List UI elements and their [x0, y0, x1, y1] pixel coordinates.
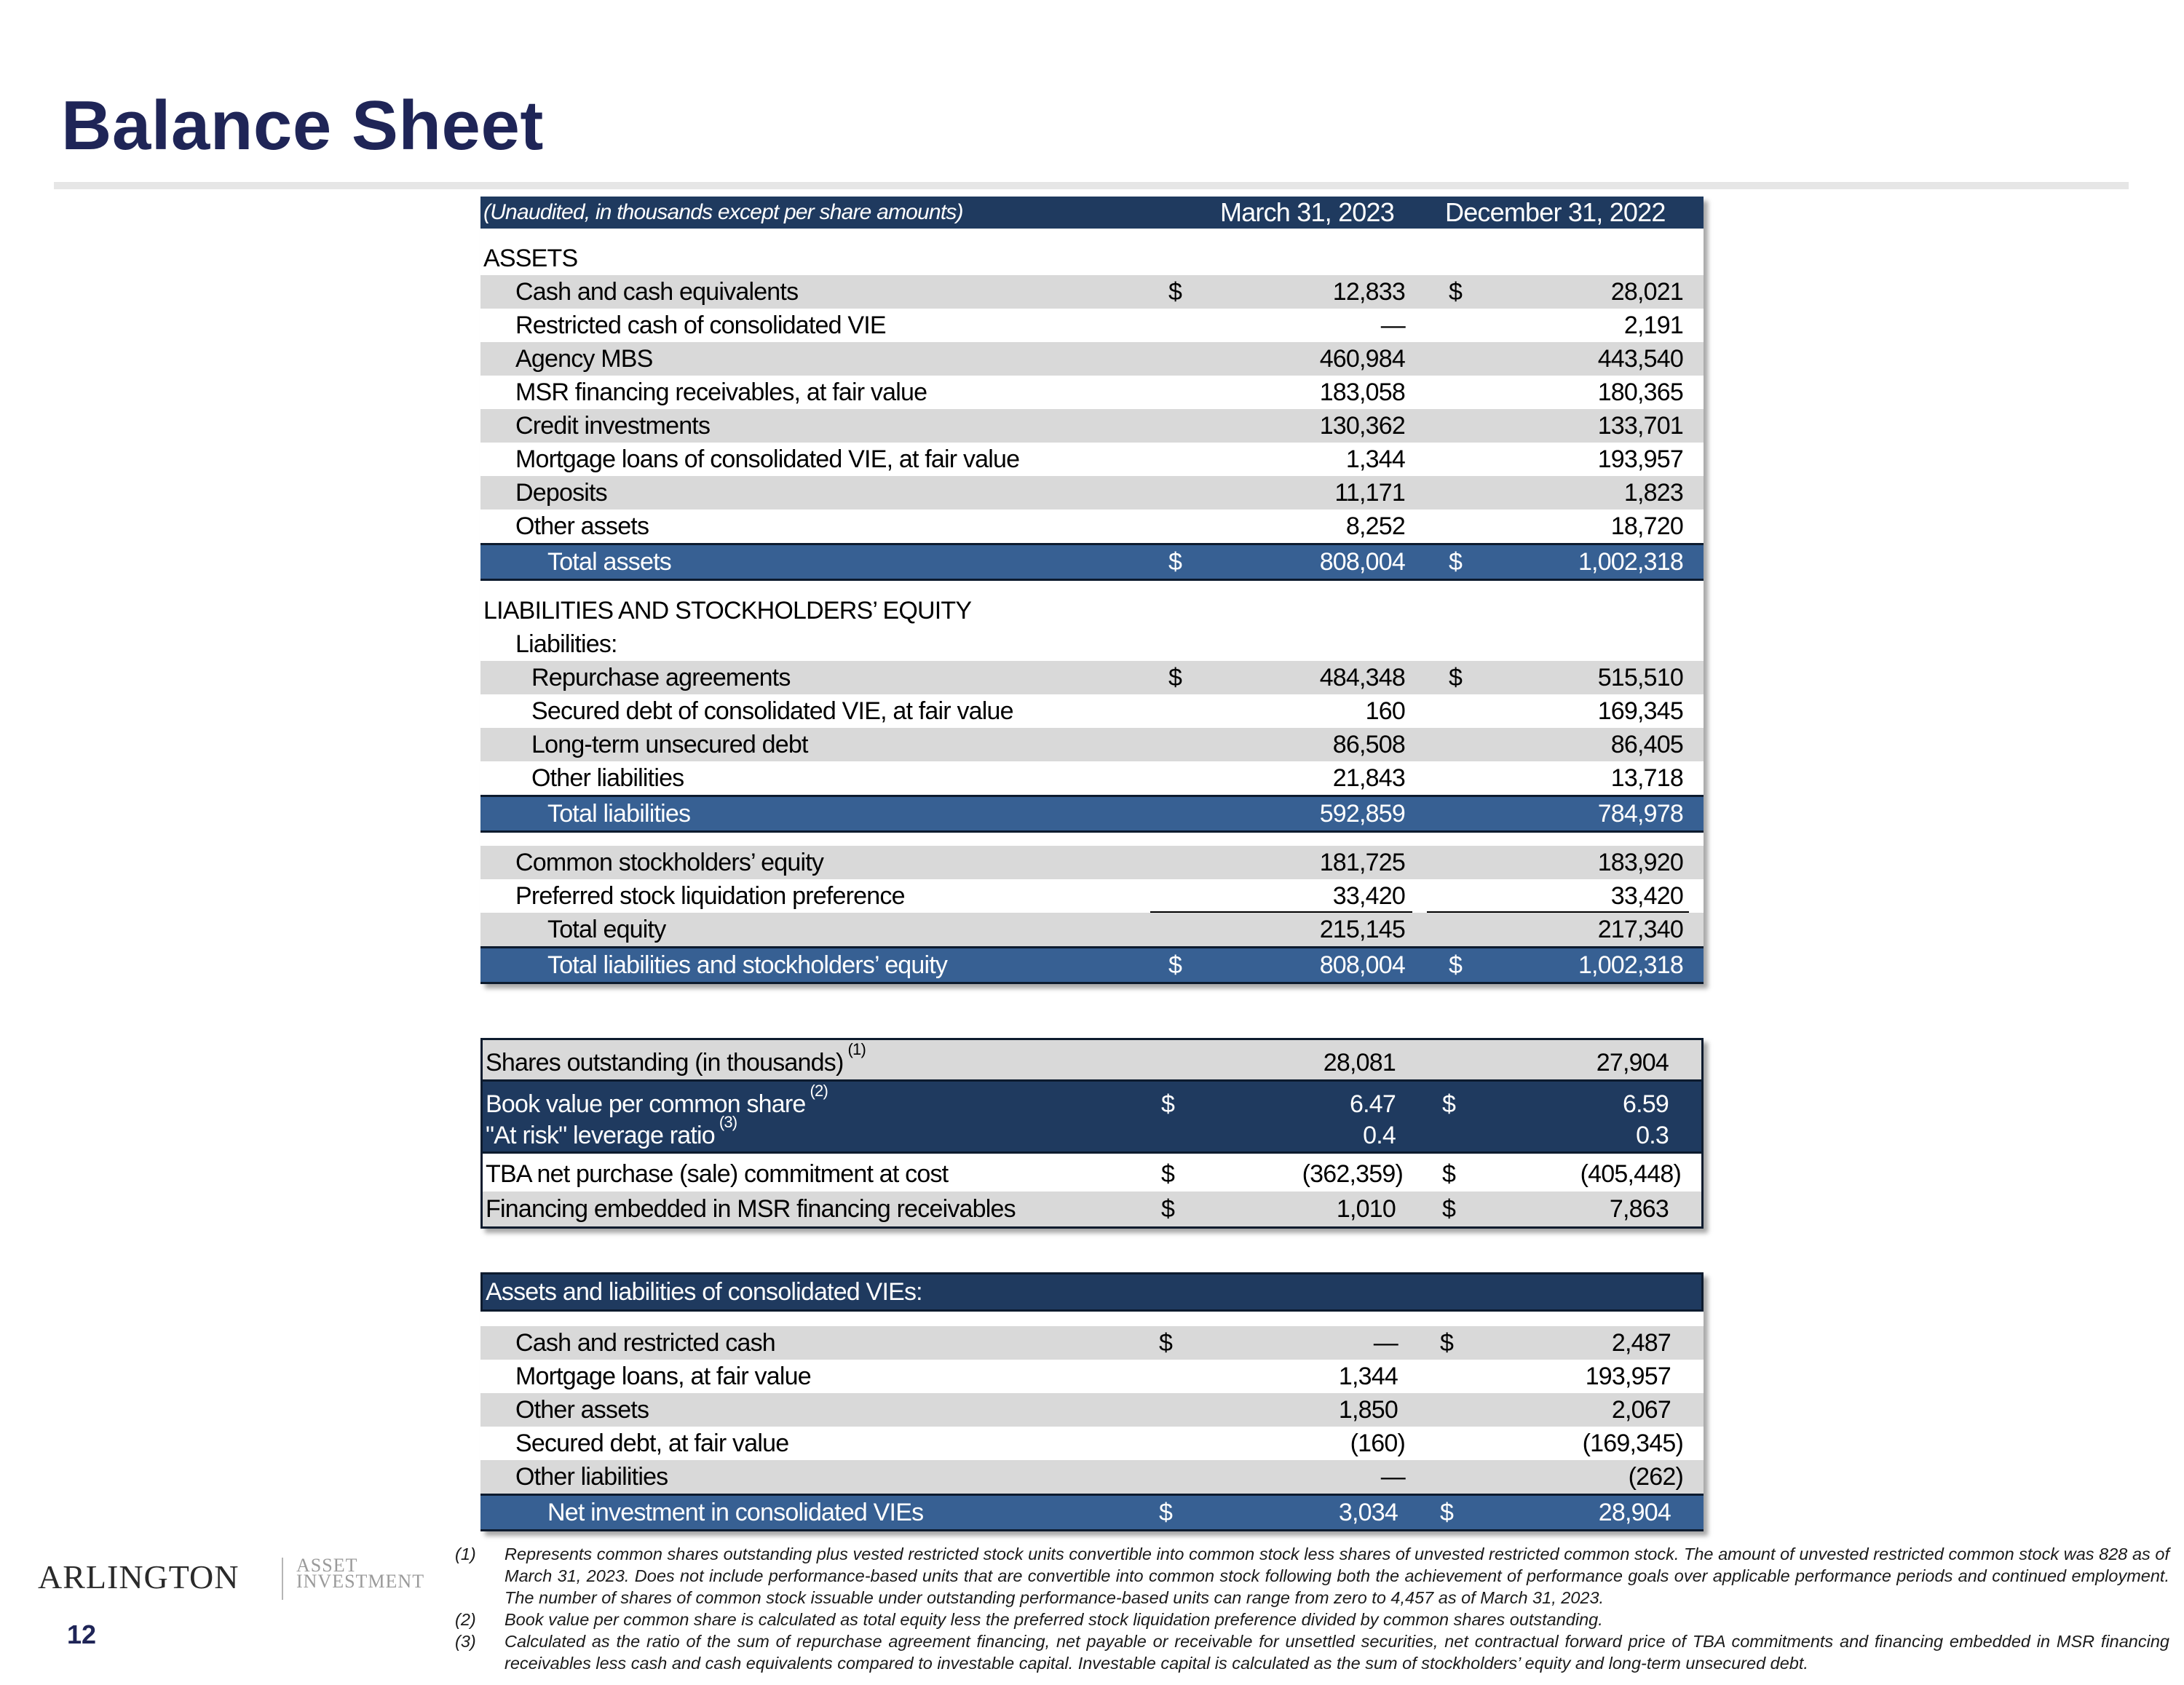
assets-heading [480, 242, 1704, 275]
value-december: 6.59 [1623, 1090, 1669, 1118]
value-december: 7,863 [1609, 1195, 1669, 1223]
value-december: 193,957 [1585, 1363, 1671, 1390]
value-december: 183,920 [1597, 849, 1683, 876]
shares-row [483, 1040, 1701, 1079]
value-march: 460,984 [1319, 345, 1405, 373]
value-march: 28,081 [1323, 1049, 1396, 1077]
table-row [480, 661, 1704, 694]
row-label: Other liabilities [531, 764, 684, 792]
row-label: Mortgage loans, at fair value [515, 1363, 811, 1390]
value-march: — [1380, 312, 1405, 339]
value-march: 484,348 [1319, 664, 1405, 691]
value-march: 1,010 [1336, 1195, 1396, 1223]
value-december: 193,957 [1597, 445, 1683, 473]
value-march: 215,145 [1319, 916, 1405, 943]
balance-sheet-table [480, 197, 1704, 984]
financing-row [483, 1192, 1701, 1226]
row-label: Financing embedded in MSR financing receivables [486, 1195, 1016, 1223]
footnote-ref: (2) [810, 1081, 828, 1100]
value-december: 2,191 [1623, 312, 1683, 339]
value-december: 33,420 [1610, 882, 1683, 910]
footnote-number: (3) [455, 1632, 476, 1651]
value-march: — [1373, 1329, 1398, 1357]
value-december: 217,340 [1597, 916, 1683, 943]
row-label: Other liabilities [515, 1463, 668, 1491]
tba-row [483, 1154, 1701, 1192]
section-heading: Assets and liabilities of consolidated VIEs: [486, 1278, 922, 1306]
currency-symbol: $ [1161, 1090, 1175, 1118]
spacer [480, 581, 1704, 594]
table-row [480, 728, 1704, 761]
spacer [480, 229, 1704, 242]
logo-wordmark: ARLINGTON [38, 1558, 240, 1595]
value-december: 1,002,318 [1578, 548, 1683, 576]
row-label: Restricted cash of consolidated VIE [515, 312, 886, 339]
row-label: TBA net purchase (sale) commitment at cost [486, 1160, 949, 1188]
currency-symbol: $ [1168, 548, 1182, 576]
header-col-december: December 31, 2022 [1445, 197, 1666, 227]
row-label: Other assets [515, 1396, 649, 1424]
value-march: 160 [1365, 697, 1405, 725]
row-label: Cash and cash equivalents [515, 278, 799, 306]
row-label: Shares outstanding (in thousands) [486, 1049, 844, 1077]
currency-symbol: $ [1449, 278, 1463, 306]
value-march: 181,725 [1319, 849, 1405, 876]
total-liabilities-equity-row [480, 946, 1704, 984]
value-march: 12,833 [1332, 278, 1405, 306]
footnote-text: Book value per common share is calculated as total equity less the preferred stock liquidation preference divided by common shares outstanding. [505, 1610, 1603, 1629]
header-col-march: March 31, 2023 [1220, 197, 1394, 227]
title-divider [54, 182, 2129, 189]
value-march: 1,850 [1338, 1396, 1398, 1424]
row-label: "At risk" leverage ratio [486, 1122, 715, 1149]
row-label: Total equity [547, 916, 666, 943]
table-row [480, 510, 1704, 543]
footnote [455, 1543, 2169, 1609]
table-row [480, 376, 1704, 409]
page-number: 12 [67, 1619, 97, 1649]
currency-symbol: $ [1440, 1499, 1454, 1526]
vie-table [480, 1272, 1704, 1531]
value-december: 2,487 [1611, 1329, 1671, 1357]
row-label: Secured debt, at fair value [515, 1430, 789, 1457]
value-december: (169,345) [1582, 1430, 1683, 1457]
row-label: Deposits [515, 479, 607, 507]
table-row [480, 1360, 1704, 1393]
section-heading: LIABILITIES AND STOCKHOLDERS’ EQUITY [483, 597, 972, 625]
footnotes [455, 1543, 2169, 1674]
value-december: (405,448) [1580, 1160, 1681, 1188]
table-row [480, 476, 1704, 510]
value-march: 21,843 [1332, 764, 1405, 792]
value-march: 808,004 [1319, 548, 1405, 576]
footnote [455, 1609, 2169, 1630]
liabilities-subheading [480, 627, 1704, 661]
currency-symbol: $ [1161, 1160, 1175, 1188]
row-label: Total liabilities [547, 800, 691, 828]
company-logo [38, 1555, 425, 1596]
value-march: 6.47 [1350, 1090, 1396, 1118]
row-label: Credit investments [515, 412, 711, 440]
value-december: 133,701 [1597, 412, 1683, 440]
row-label: Total liabilities and stockholders’ equity [547, 951, 948, 979]
section-heading: ASSETS [483, 245, 578, 272]
footnote-text: Represents common shares outstanding plus vested restricted stock units convertible into common stock less shares of unvested restricted common stock. The amount of unvested restricted common stock was 828 as of March 31, 2023. Does not include performance-based units that are convertible into common stock following both the achievement of performance goals over applicable performance periods and continued employment. The number of shares of common stock issuable under outstanding performance-based units can range from zero to 4,457 as of March 31, 2023. [505, 1545, 2169, 1607]
value-december: 27,904 [1596, 1049, 1669, 1077]
spacer [480, 1312, 1704, 1326]
table-row [480, 275, 1704, 309]
value-december: 28,021 [1610, 278, 1683, 306]
value-december: 1,002,318 [1578, 951, 1683, 979]
footnote-ref: (3) [719, 1112, 737, 1131]
table-header [480, 197, 1704, 229]
table-row [480, 879, 1704, 913]
value-march: 130,362 [1319, 412, 1405, 440]
currency-symbol: $ [1449, 951, 1463, 979]
value-december: 443,540 [1597, 345, 1683, 373]
table-row [480, 694, 1704, 728]
total-equity-row [480, 913, 1704, 946]
page-title: Balance Sheet [61, 87, 544, 164]
value-march: 183,058 [1319, 378, 1405, 406]
currency-symbol: $ [1440, 1329, 1454, 1357]
logo-separator [282, 1558, 283, 1600]
value-december: 515,510 [1597, 664, 1683, 691]
value-march: 0.4 [1363, 1122, 1396, 1149]
value-december: 1,823 [1623, 479, 1683, 507]
table-row [480, 846, 1704, 879]
row-label: MSR financing receivables, at fair value [515, 378, 927, 406]
currency-symbol: $ [1168, 278, 1182, 306]
total-liabilities-row [480, 795, 1704, 833]
row-label: Mortgage loans of consolidated VIE, at fair value [515, 445, 1020, 473]
currency-symbol: $ [1442, 1090, 1456, 1118]
currency-symbol: $ [1161, 1195, 1175, 1223]
table-row [480, 1393, 1704, 1427]
row-label: Preferred stock liquidation preference [515, 882, 905, 910]
value-march: (160) [1350, 1430, 1405, 1457]
row-label: Cash and restricted cash [515, 1329, 775, 1357]
value-march: 592,859 [1319, 800, 1405, 828]
row-label: Agency MBS [515, 345, 653, 373]
currency-symbol: $ [1159, 1499, 1173, 1526]
table-row [480, 761, 1704, 795]
row-label: Long-term unsecured debt [531, 731, 808, 758]
vie-header [480, 1272, 1704, 1312]
currency-symbol: $ [1168, 664, 1182, 691]
value-december: 0.3 [1636, 1122, 1669, 1149]
table-row [480, 443, 1704, 476]
logo-sub-investment: INVESTMENT [296, 1571, 425, 1592]
row-label: Book value per common share [486, 1090, 806, 1118]
currency-symbol: $ [1442, 1160, 1456, 1188]
row-label: Common stockholders’ equity [515, 849, 824, 876]
currency-symbol: $ [1159, 1329, 1173, 1357]
table-row [480, 309, 1704, 342]
value-march: 3,034 [1338, 1499, 1398, 1526]
table-row [480, 1460, 1704, 1494]
value-march: (362,359) [1302, 1160, 1403, 1188]
value-march: 1,344 [1345, 445, 1405, 473]
value-march: 8,252 [1345, 512, 1405, 540]
value-december: 86,405 [1610, 731, 1683, 758]
currency-symbol: $ [1449, 664, 1463, 691]
value-december: 784,978 [1597, 800, 1683, 828]
value-december: 169,345 [1597, 697, 1683, 725]
total-assets-row [480, 543, 1704, 581]
value-march: — [1380, 1463, 1405, 1491]
row-label: Net investment in consolidated VIEs [547, 1499, 924, 1526]
value-december: 28,904 [1598, 1499, 1671, 1526]
value-march: 808,004 [1319, 951, 1405, 979]
table-row [480, 1427, 1704, 1460]
value-december: 18,720 [1610, 512, 1683, 540]
net-investment-row [480, 1494, 1704, 1531]
value-march: 33,420 [1332, 882, 1405, 910]
row-label: Repurchase agreements [531, 664, 791, 691]
currency-symbol: $ [1442, 1195, 1456, 1223]
value-march: 11,171 [1334, 479, 1405, 507]
liabilities-heading [480, 594, 1704, 627]
leverage-row [483, 1112, 1701, 1151]
value-december: 180,365 [1597, 378, 1683, 406]
currency-symbol: $ [1168, 951, 1182, 979]
logo-sub-asset: ASSET [296, 1555, 358, 1576]
row-label: Total assets [547, 548, 671, 576]
value-march: 86,508 [1332, 731, 1405, 758]
footnote-number: (1) [455, 1545, 476, 1563]
footnote-number: (2) [455, 1610, 476, 1629]
value-december: (262) [1628, 1463, 1683, 1491]
value-march: 1,344 [1338, 1363, 1398, 1390]
table-row [480, 342, 1704, 376]
table-row [480, 409, 1704, 443]
value-december: 2,067 [1611, 1396, 1671, 1424]
table-row [480, 1326, 1704, 1360]
footnote [455, 1630, 2169, 1674]
header-caption: (Unaudited, in thousands except per share amounts) [483, 200, 963, 224]
row-label: Other assets [515, 512, 649, 540]
section-subheading: Liabilities: [515, 630, 617, 658]
row-label: Secured debt of consolidated VIE, at fair value [531, 697, 1013, 725]
value-december: 13,718 [1610, 764, 1683, 792]
book-value-row [483, 1082, 1701, 1119]
spacer [480, 833, 1704, 846]
metrics-table [480, 1038, 1704, 1229]
currency-symbol: $ [1449, 548, 1463, 576]
footnote-ref: (1) [847, 1039, 866, 1058]
footnote-text: Calculated as the ratio of the sum of repurchase agreement financing, net payable or receivable for unsettled securities, net contractual forward price of TBA commitments and financing embedded in MSR financing receivables less cash and cash equivalents compared to investable capital. Investable capital is calculated as the sum of stockholders’ equity and long-term unsecured debt. [505, 1632, 2169, 1673]
